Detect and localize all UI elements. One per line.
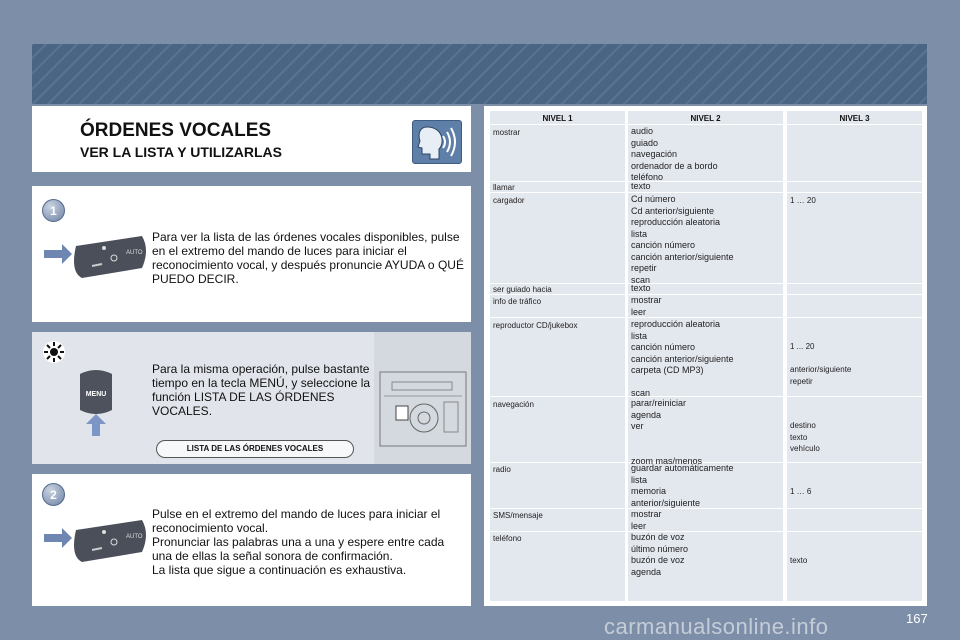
table-cell: Cd número Cd anterior/siguiente reproducción aleatoria lista canción número canción anterior/siguiente repetir scan	[631, 194, 734, 285]
step-1-panel	[32, 186, 471, 322]
table-cell: texto	[631, 283, 651, 293]
table-header-nivel-1: NIVEL 1	[542, 114, 573, 123]
page-subtitle: VER LA LISTA Y UTILIZARLAS	[80, 144, 282, 160]
table-cell: buzón de voz último número buzón de voz agenda	[631, 532, 689, 577]
title-panel	[32, 106, 471, 172]
table-cell: mostrar leer	[631, 509, 662, 531]
step-2-text	[152, 507, 464, 577]
table-cell: audio guiado navegación ordenador de a bordo teléfono	[631, 126, 718, 182]
table-row-separator	[490, 294, 922, 295]
step-1-text: Para ver la lista de las órdenes vocales disponibles, pulse en el extremo del mando de luces para iniciar el reconocimiento vocal, y después pronuncie AYUDA o QUÉ PUEDO DECIR.	[152, 230, 464, 286]
table-cell: texto	[631, 181, 651, 191]
dashboard-console-illustration	[374, 332, 471, 464]
table-cell: radio	[493, 465, 511, 474]
table-cell: 1 ... 20 anterior/siguiente repetir	[790, 342, 852, 386]
table-cell: reproductor CD/jukebox	[493, 321, 578, 330]
table-cell: mostrar leer	[631, 295, 662, 317]
table-row-separator	[490, 317, 922, 318]
table-cell: 1 … 20	[790, 196, 816, 205]
step-2-text-line-1: Pulse en el extremo del mando de luces para iniciar el reconocimiento vocal.	[152, 507, 441, 535]
voice-command-icon	[412, 120, 462, 164]
menu-key-label: MENU	[85, 391, 107, 398]
svg-text:AUTO: AUTO	[126, 534, 143, 540]
header-banner	[32, 44, 927, 104]
menu-method-text: Para la misma operación, pulse bastante tiempo en la tecla MENÚ, y seleccione la función LISTA DE LAS ÓRDENES VOCALES.	[152, 362, 371, 418]
table-cell: SMS/mensaje	[493, 511, 543, 520]
table-cell: llamar	[493, 183, 515, 192]
step-2-panel	[32, 474, 471, 606]
page-number: 167	[906, 611, 928, 626]
table-cell: navegación	[493, 400, 534, 409]
table-cell: parar/reiniciar agenda ver zoom mas/menos	[631, 398, 703, 466]
stalk-control-illustration	[42, 228, 146, 284]
stalk-control-illustration-2	[42, 512, 146, 568]
table-cell: guardar automáticamente lista memoria anterior/siguiente	[631, 463, 734, 508]
svg-text:AUTO: AUTO	[126, 250, 143, 256]
table-row-separator	[490, 531, 922, 532]
table-cell: info de tráfico	[493, 297, 542, 306]
step-1-badge: 1	[42, 199, 65, 222]
step-2-badge: 2	[42, 483, 65, 506]
voice-commands-list-button[interactable]: LISTA DE LAS ÓRDENES VOCALES	[156, 440, 354, 458]
page-title: ÓRDENES VOCALES	[80, 120, 272, 141]
table-cell: 1 … 6	[790, 487, 812, 496]
step-2-text-line-2: Pronunciar las palabras una a una y espere entre cada una de ellas la señal sonora de confirmación.	[152, 535, 445, 563]
menu-key-illustration	[76, 364, 116, 438]
table-cell: cargador	[493, 196, 525, 205]
table-row-separator	[490, 124, 922, 125]
table-cell: destino texto vehículo	[790, 421, 820, 453]
step-2-text-line-3: La lista que sigue a continuación es exhaustiva.	[152, 563, 407, 577]
table-cell: mostrar	[493, 128, 521, 137]
table-cell: ser guiado hacia	[493, 285, 552, 294]
table-cell: reproducción aleatoria lista canción número canción anterior/siguiente carpeta (CD MP3) scan	[631, 319, 734, 398]
table-row-separator	[490, 192, 922, 193]
table-cell: teléfono	[493, 534, 522, 543]
table-header-nivel-2: NIVEL 2	[690, 114, 721, 123]
watermark: carmanualsonline.info	[604, 614, 829, 639]
table-cell: texto	[790, 556, 808, 565]
sun-icon	[42, 340, 66, 364]
menu-method-panel	[32, 332, 471, 464]
table-header-nivel-3: NIVEL 3	[839, 114, 870, 123]
